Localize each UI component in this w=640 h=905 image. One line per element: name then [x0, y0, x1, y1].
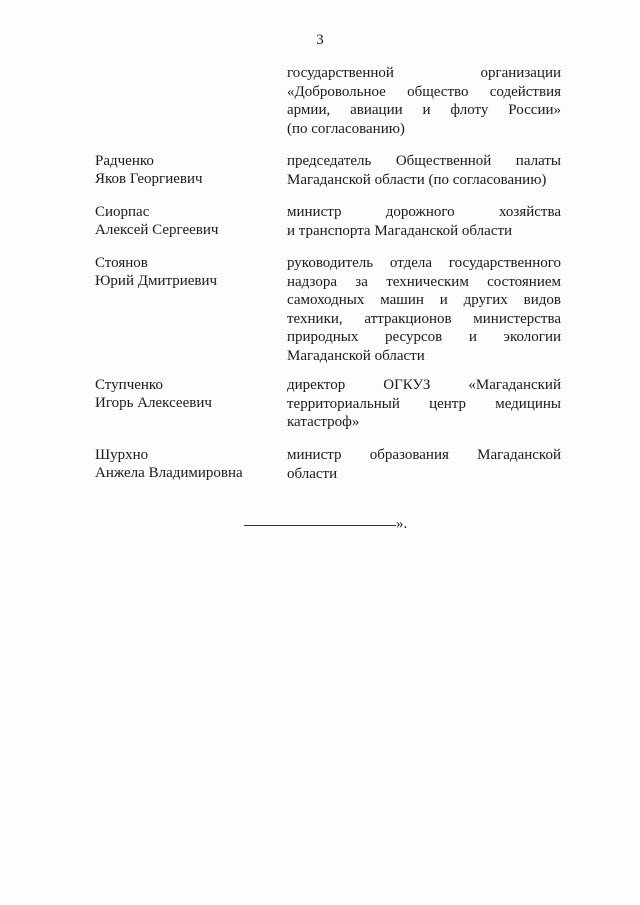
member-surname: Ступченко	[95, 377, 163, 393]
role-line: директор ОГКУЗ «Магаданский	[287, 377, 561, 393]
member-role	[287, 152, 561, 189]
role-line: техники, аттракционов министерства	[287, 310, 561, 327]
role-line: (по согласованию)	[287, 120, 405, 137]
member-given-name: Игорь Алексеевич	[95, 395, 212, 411]
role-line: природных ресурсов и экологии	[287, 329, 561, 345]
member-name	[95, 254, 280, 290]
member-name	[95, 152, 280, 188]
member-given-name: Яков Георгиевич	[95, 171, 203, 187]
role-line: катастроф»	[287, 414, 360, 430]
continuation-role	[287, 64, 561, 138]
role-line: государственной организации	[287, 65, 561, 81]
role-line: территориальный центр медицины	[287, 395, 561, 412]
closing-rule	[244, 525, 396, 526]
role-line: Магаданской области	[287, 347, 425, 364]
role-line: армии, авиации и флоту России»	[287, 102, 561, 118]
role-line: министр дорожного хозяйства	[287, 204, 561, 220]
member-surname: Радченко	[95, 153, 154, 169]
member-name	[95, 446, 280, 482]
member-role	[287, 376, 561, 432]
member-given-name: Анжела Владимировна	[95, 465, 243, 481]
role-line: области	[287, 465, 338, 482]
member-role	[287, 446, 561, 483]
role-line: надзора за техническим состоянием	[287, 273, 561, 290]
page-number: 3	[316, 32, 324, 48]
closing-quote-mark: ».	[396, 516, 408, 532]
role-line: руководитель отдела государственного	[287, 255, 561, 271]
member-surname: Сиорпас	[95, 204, 150, 220]
role-line: и транспорта Магаданской области	[287, 222, 513, 239]
closing-line	[244, 516, 407, 536]
member-name	[95, 376, 280, 412]
member-role	[287, 203, 561, 240]
member-surname: Шурхно	[95, 447, 149, 463]
role-line: председатель Общественной палаты	[287, 153, 561, 169]
member-surname: Стоянов	[95, 255, 148, 271]
role-line: самоходных машин и других видов	[287, 292, 561, 308]
member-name	[95, 203, 280, 239]
member-role	[287, 254, 561, 365]
role-line: «Добровольное общество содействия	[287, 83, 561, 100]
role-line: Магаданской области (по согласованию)	[287, 171, 547, 188]
member-given-name: Юрий Дмитриевич	[95, 273, 218, 289]
member-given-name: Алексей Сергеевич	[95, 222, 219, 238]
role-line: министр образования Магаданской	[287, 447, 561, 463]
